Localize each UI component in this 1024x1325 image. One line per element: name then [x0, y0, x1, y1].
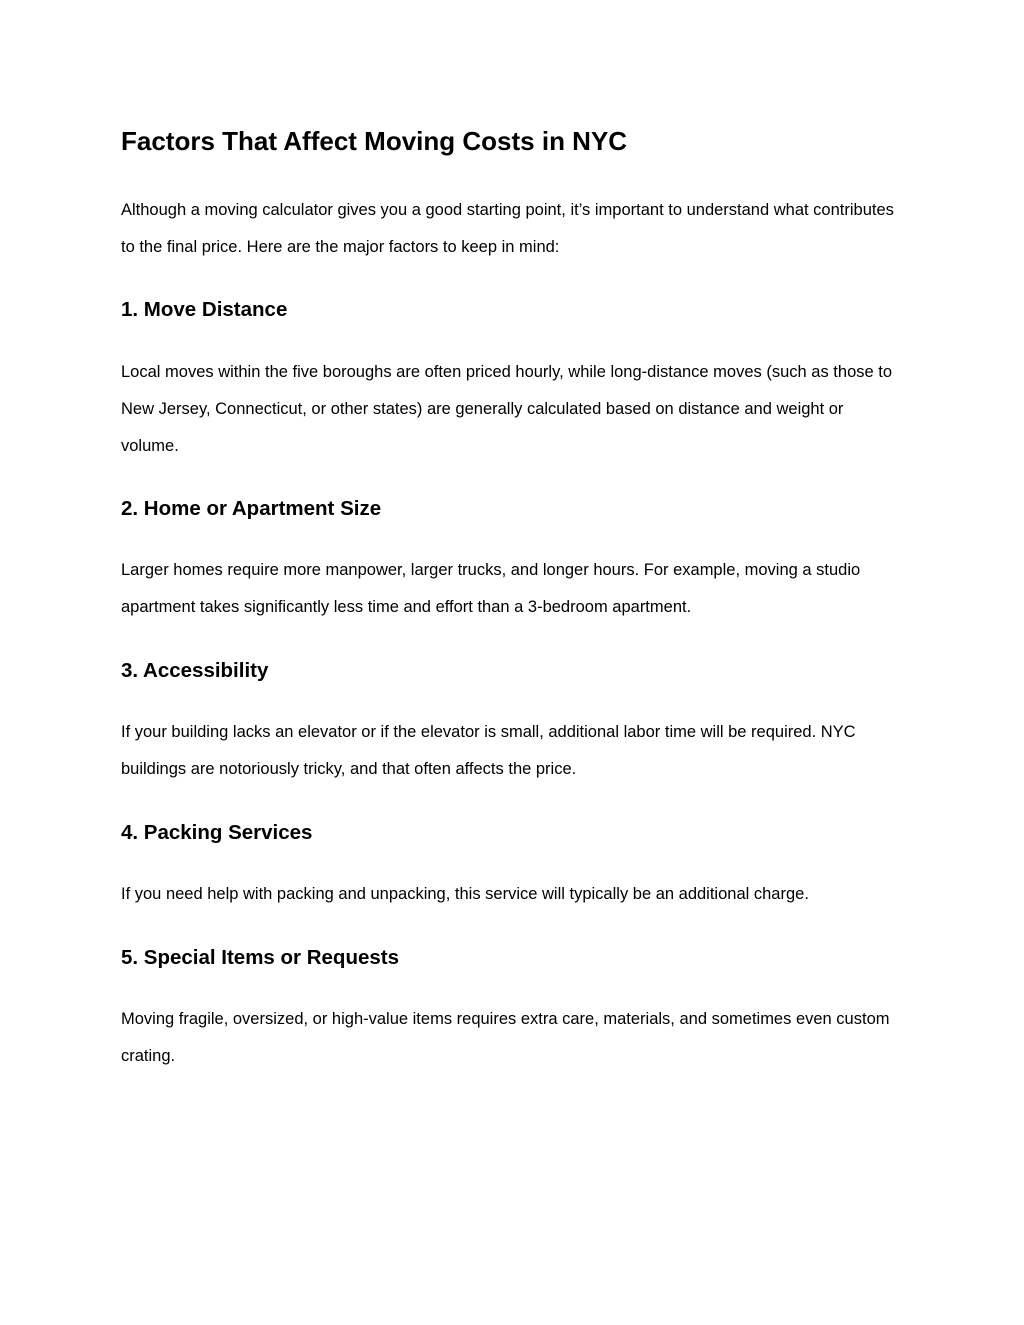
section-body-home-size: Larger homes require more manpower, larger trucks, and longer hours. For example, moving a studio apartment takes significantly less time and effort than a 3-bedroom apartment. [121, 561, 861, 616]
section-body-special-items: Moving fragile, oversized, or high-value items requires extra care, materials, and sometimes even custom crating. [121, 1010, 890, 1065]
section-body-accessibility: If your building lacks an elevator or if the elevator is small, additional labor time will be required. NYC buildings are notoriously tricky, and that often affects the price. [121, 723, 856, 778]
section-body-packing-services: If you need help with packing and unpacking, this service will typically be an additional charge. [121, 885, 809, 903]
page-title: Factors That Affect Moving Costs in NYC [121, 126, 628, 156]
section-heading-home-size: 2. Home or Apartment Size [121, 497, 382, 520]
section-heading-accessibility: 3. Accessibility [121, 659, 269, 682]
section-body-move-distance: Local moves within the five boroughs are often priced hourly, while long-distance moves (such as those to New Jersey, Connecticut, or other states) are generally calculated based on distance and weight or volume. [121, 363, 893, 455]
intro-paragraph: Although a moving calculator gives you a good starting point, it’s important to understand what contributes to the final price. Here are the major factors to keep in mind: [121, 201, 894, 256]
section-heading-special-items: 5. Special Items or Requests [121, 946, 400, 969]
section-heading-move-distance: 1. Move Distance [121, 298, 288, 321]
section-heading-packing-services: 4. Packing Services [121, 821, 313, 844]
